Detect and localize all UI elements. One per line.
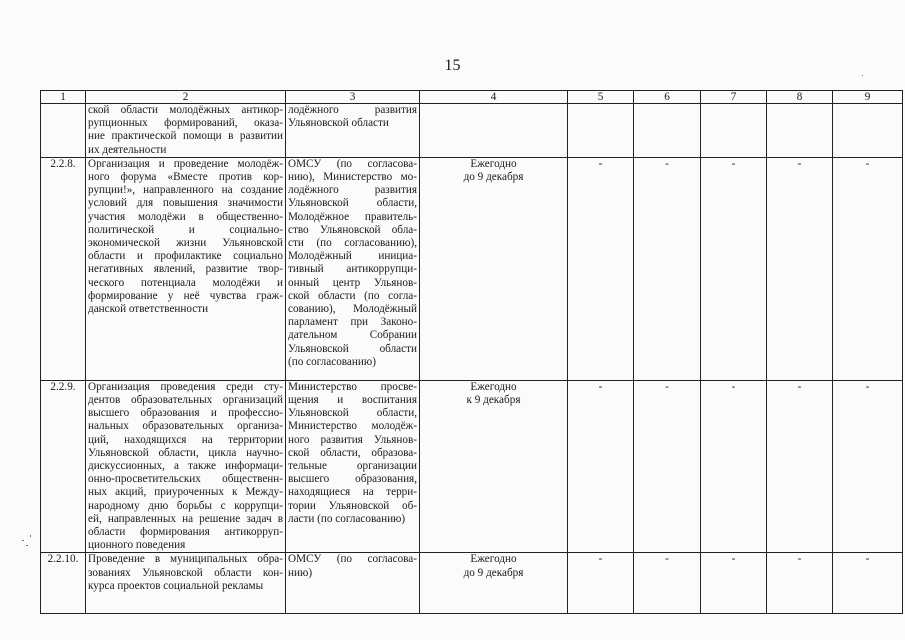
action-line: Организация проведения среди сту- [88, 380, 283, 393]
action-line: дентов образовательных организаций [88, 394, 283, 407]
header-cell: 2 [86, 91, 286, 104]
header-cell: 1 [41, 91, 86, 104]
executor-line: ласти (по согласованию) [288, 512, 406, 525]
value-cell: - [701, 553, 767, 614]
executor-line: лодёжного развития [288, 184, 417, 197]
action-line: ей, направленных на решение задач в [88, 512, 283, 525]
executor-line: (по согласованию) [288, 355, 376, 368]
action-line: условий для повышения значимости [88, 197, 283, 210]
executor-cell [286, 553, 420, 614]
table-row [41, 380, 903, 553]
executor-line: Министерство просве- [288, 380, 417, 393]
term-cell [420, 157, 568, 380]
value-cell: - [568, 553, 634, 614]
value-cell: - [833, 380, 903, 553]
executor-line: сти (по согласованию), [288, 237, 417, 250]
executor-line: сованию), Молодёжный [288, 303, 417, 316]
action-line: Проведение в муниципальных обра- [88, 553, 283, 566]
action-line: Ульяновской области, цикла научно- [88, 446, 283, 459]
action-line: участия молодёжи в общественно- [88, 210, 283, 223]
action-cell [86, 104, 286, 158]
executor-line: щения и воспитания [288, 394, 417, 407]
term-cell [420, 104, 568, 158]
value-cell [767, 104, 833, 158]
executor-line: Молодёжное правитель- [288, 210, 417, 223]
executor-line: нию), Министерство мо- [288, 171, 417, 184]
page-number: 15 [444, 57, 461, 74]
term-line: Ежегодно [470, 553, 517, 566]
action-line: ций, находящихся на территории [88, 433, 283, 446]
header-cell: 5 [568, 91, 634, 104]
term-line: до 9 декабря [463, 171, 524, 184]
action-line: Организация и проведение молодёж- [88, 157, 283, 170]
action-line: народному дню борьбы с коррупци- [88, 499, 283, 512]
action-line: нальных образовательных организа- [88, 420, 283, 433]
value-cell: - [634, 380, 701, 553]
value-cell: - [767, 157, 833, 380]
table-row [41, 157, 903, 380]
executor-line: ской области, образова- [288, 446, 417, 459]
scan-speck [26, 545, 28, 546]
header-cell: 8 [767, 91, 833, 104]
action-line: их деятельности [88, 143, 167, 156]
executor-line: ОМСУ (по согласова- [288, 553, 417, 566]
executor-cell [286, 380, 420, 553]
action-cell [86, 380, 286, 553]
action-line: ской области молодёжных антикор- [88, 104, 283, 116]
value-cell: - [568, 157, 634, 380]
term-cell [420, 553, 568, 614]
action-cell [86, 553, 286, 614]
executor-line: ОМСУ (по согласова- [288, 157, 417, 170]
executor-cell [286, 157, 420, 380]
action-line: ных акций, приуроченных к Между- [88, 486, 283, 499]
action-line: данской ответственности [88, 303, 209, 316]
executor-line: нию) [288, 566, 313, 579]
table-row [41, 553, 903, 614]
executor-line: ской области (по согла- [288, 289, 417, 302]
executor-line: тельные организации [288, 460, 417, 473]
executor-line: онный центр Ульянов- [288, 276, 417, 289]
executor-line: тории Ульяновской об- [288, 499, 417, 512]
executor-cell [286, 104, 420, 158]
action-line: ного форума «Вместе против кор- [88, 171, 283, 184]
value-cell: - [767, 380, 833, 553]
executor-line: парламент при Законо- [288, 316, 417, 329]
executor-line: лодёжного развития [288, 104, 417, 116]
action-line: рупционных формирований, оказа- [88, 117, 283, 130]
term-line: до 9 декабря [463, 566, 524, 579]
executor-line: находящиеся на терри- [288, 486, 417, 499]
value-cell: - [833, 157, 903, 380]
term-line: Ежегодно [470, 157, 517, 170]
executor-line: Молодёжный инициа- [288, 250, 417, 263]
executor-line: тивный антикоррупци- [288, 263, 417, 276]
table-header-row [41, 91, 903, 104]
value-cell: - [634, 157, 701, 380]
value-cell: - [767, 553, 833, 614]
header-cell: 7 [701, 91, 767, 104]
executor-line: высшего образования, [288, 473, 417, 486]
item-number-cell: 2.2.10. [41, 553, 86, 614]
action-line: зованиях Ульяновской области кон- [88, 566, 283, 579]
executor-line: Ульяновской области, [288, 407, 417, 420]
action-line: негативных явлений, развитие твор- [88, 263, 283, 276]
value-cell: - [634, 553, 701, 614]
table-row [41, 104, 903, 158]
header-cell: 4 [420, 91, 568, 104]
value-cell: - [833, 553, 903, 614]
header-cell: 6 [634, 91, 701, 104]
action-line: рупции!», направленного на создание [88, 184, 283, 197]
value-cell: - [701, 157, 767, 380]
action-line: области и профилактике социально [88, 250, 283, 263]
executor-line: ство Ульяновской обла- [288, 223, 417, 236]
action-line: политической и социально- [88, 223, 283, 236]
scan-speck [862, 75, 863, 76]
action-line: ние практической помощи в развитии [88, 130, 283, 143]
measures-table [40, 90, 903, 614]
action-line: экономической жизни Ульяновской [88, 237, 283, 250]
term-line: к 9 декабря [466, 394, 521, 407]
action-line: области формирования антикорруп- [88, 526, 283, 539]
action-line: курса проектов социальной рекламы [88, 579, 264, 592]
executor-line: Министерство молодёж- [288, 420, 417, 433]
value-cell: - [701, 380, 767, 553]
action-line: онно-просветительских общественн- [88, 473, 283, 486]
header-cell: 9 [833, 91, 903, 104]
value-cell [568, 104, 634, 158]
value-cell [833, 104, 903, 158]
term-cell [420, 380, 568, 553]
value-cell [701, 104, 767, 158]
item-number-cell: 2.2.9. [41, 380, 86, 553]
scan-speck [30, 535, 31, 537]
action-cell [86, 157, 286, 380]
executor-line: ного развития Ульянов- [288, 433, 417, 446]
action-line: высшего образования и профессио- [88, 407, 283, 420]
executor-line: Ульяновской области [288, 342, 417, 355]
scan-speck [22, 540, 24, 541]
executor-line: Ульяновской области, [288, 197, 417, 210]
executor-line: дательном Собрании [288, 329, 417, 342]
executor-line: Ульяновской области [288, 117, 389, 130]
value-cell [634, 104, 701, 158]
value-cell: - [568, 380, 634, 553]
item-number-cell [41, 104, 86, 158]
item-number-cell: 2.2.8. [41, 157, 86, 380]
action-line: ческого потенциала молодёжи и [88, 276, 283, 289]
action-line: ционного поведения [88, 539, 186, 552]
term-line: Ежегодно [470, 380, 517, 393]
header-cell: 3 [286, 91, 420, 104]
action-line: дискуссионных, а также информаци- [88, 460, 283, 473]
action-line: формирование у неё чувства граж- [88, 289, 283, 302]
